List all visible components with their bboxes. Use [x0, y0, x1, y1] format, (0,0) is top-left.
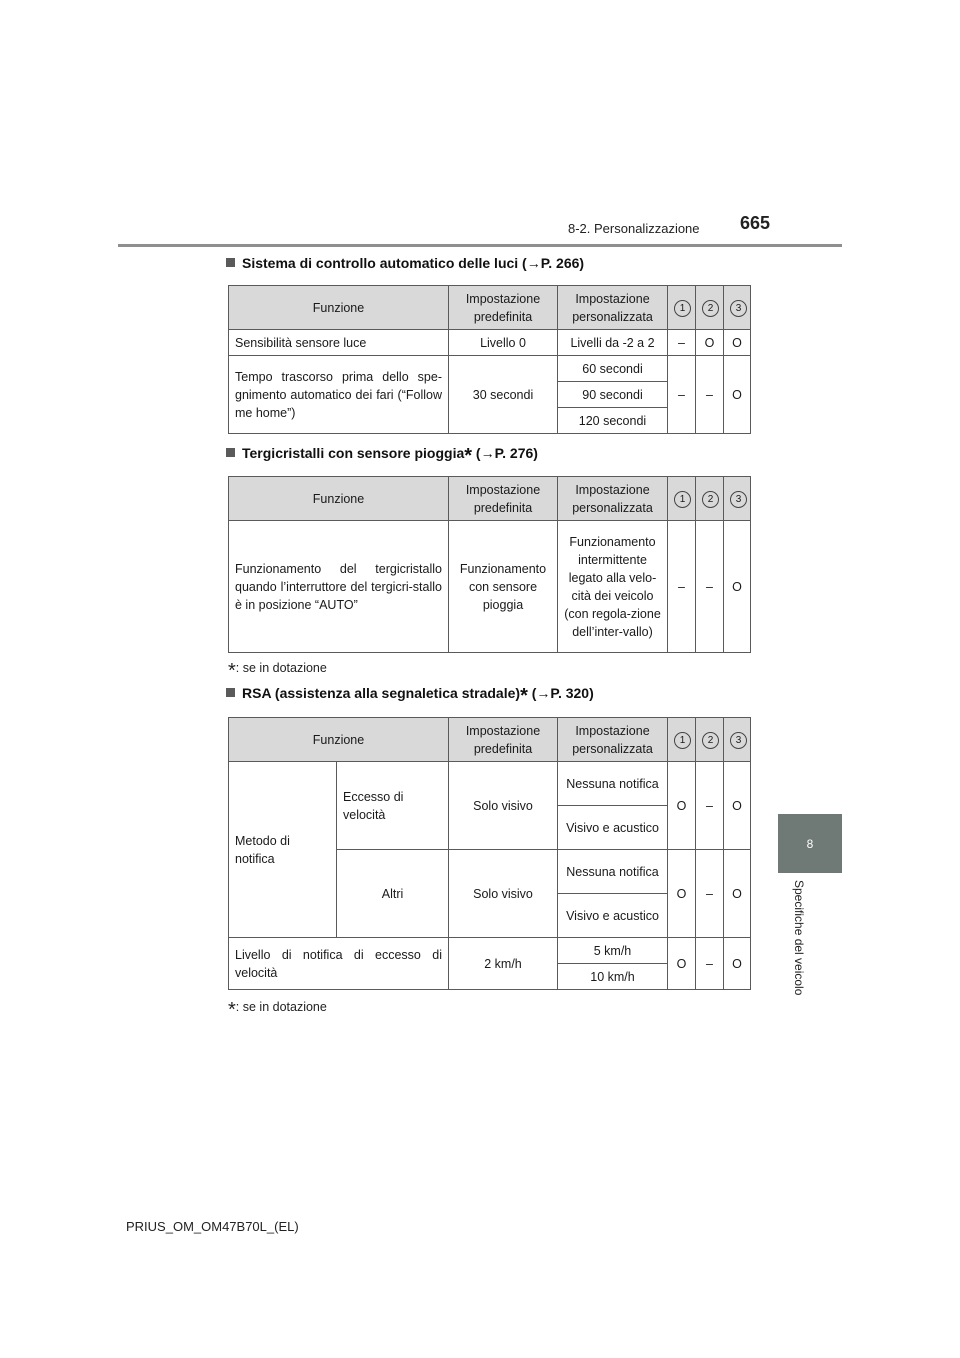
chapter-label: Specifiche del veicolo — [792, 880, 806, 996]
section-title-wipers: Tergicristalli con sensore pioggia* (→P. 276) — [226, 445, 538, 461]
table-row: Sensibilità sensore luce Livello 0 Livelli da -2 a 2 – O O — [229, 330, 751, 356]
header-default: Impostazione predefinita — [449, 286, 558, 330]
section-title-rsa: RSA (assistenza alla segnaletica stradale)* (→P. 320) — [226, 685, 594, 701]
table-row: Funzionamento del tergicristallo quando l’interruttore del tergicri-stallo è in posizione “AUTO” Funzionamento con sensore pioggia Funzionamento intermittente legato alla velo-cità dei veicolo (con regola-zione dell’inter-vallo) – – O — [229, 521, 751, 653]
header-default: Impostazione predefinita — [449, 477, 558, 521]
document-code: PRIUS_OM_OM47B70L_(EL) — [126, 1219, 299, 1234]
header-custom: Impostazione personalizzata — [558, 477, 668, 521]
circled-number-1: 1 — [674, 491, 691, 508]
circled-number-3: 3 — [730, 732, 747, 749]
square-bullet-icon — [226, 258, 235, 267]
lights-settings-table: Funzione Impostazione predefinita Impostazione personalizzata 1 2 3 Sensibilità sensore luce Livello 0 Livelli da -2 a 2 – O O Tempo trascorso prima dello spe-gnimento automatico dei fari (“Follow me home”) 30 secondi 60 secondi – – O 90 secondi 120 secondi — [228, 285, 751, 434]
circled-number-1: 1 — [674, 732, 691, 749]
table-row: Tempo trascorso prima dello spe-gnimento automatico dei fari (“Follow me home”) 30 secondi 60 secondi – – O — [229, 356, 751, 382]
circled-number-2: 2 — [702, 300, 719, 317]
asterisk-mark: * — [520, 685, 528, 707]
chapter-tab — [778, 814, 842, 873]
circled-number-2: 2 — [702, 491, 719, 508]
table-row: Livello di notifica di eccesso di velocità 2 km/h 5 km/h O – O — [229, 938, 751, 964]
header-funzione: Funzione — [229, 286, 449, 330]
page-number: 665 — [740, 213, 771, 233]
table-row: Altri Solo visivo Nessuna notifica O – O — [229, 850, 751, 894]
header-funzione: Funzione — [229, 718, 449, 762]
circled-number-3: 3 — [730, 300, 747, 317]
rsa-settings-table: Funzione Impostazione predefinita Impostazione personalizzata 1 2 3 Metodo di notifica Eccesso di velocità Solo visivo Nessuna notifica O – O Visivo e acustico Altri Solo visivo Nessuna notifica O – O Visivo e acustico Livello di notifica di eccesso di velocità 2 km/h 5 km/h O – O 10 km/h — [228, 717, 751, 990]
page-reference: →P. 266) — [526, 255, 585, 271]
header-default: Impostazione predefinita — [449, 718, 558, 762]
table-row: Metodo di notifica Eccesso di velocità Solo visivo Nessuna notifica O – O — [229, 762, 751, 806]
asterisk-mark: * — [228, 660, 236, 682]
header-custom: Impostazione personalizzata — [558, 718, 668, 762]
circled-number-3: 3 — [730, 491, 747, 508]
square-bullet-icon — [226, 448, 235, 457]
circled-number-1: 1 — [674, 300, 691, 317]
section-title-lights: Sistema di controllo automatico delle luci (→P. 266) — [226, 255, 584, 271]
square-bullet-icon — [226, 688, 235, 697]
circled-number-2: 2 — [702, 732, 719, 749]
page-reference: (→P. 276) — [472, 445, 538, 461]
header-funzione: Funzione — [229, 477, 449, 521]
chapter-number: 8 — [806, 836, 814, 851]
page-reference: (→P. 320) — [527, 685, 594, 701]
wipers-settings-table — [228, 476, 751, 653]
section-breadcrumb: 8-2. Personalizzazione — [568, 221, 700, 236]
asterisk-mark: * — [464, 445, 473, 467]
header-divider — [118, 244, 842, 247]
footnote: *: se in dotazione — [228, 660, 327, 682]
header-custom: Impostazione personalizzata — [558, 286, 668, 330]
footnote: *: se in dotazione — [228, 999, 327, 1021]
asterisk-mark: * — [228, 999, 236, 1021]
